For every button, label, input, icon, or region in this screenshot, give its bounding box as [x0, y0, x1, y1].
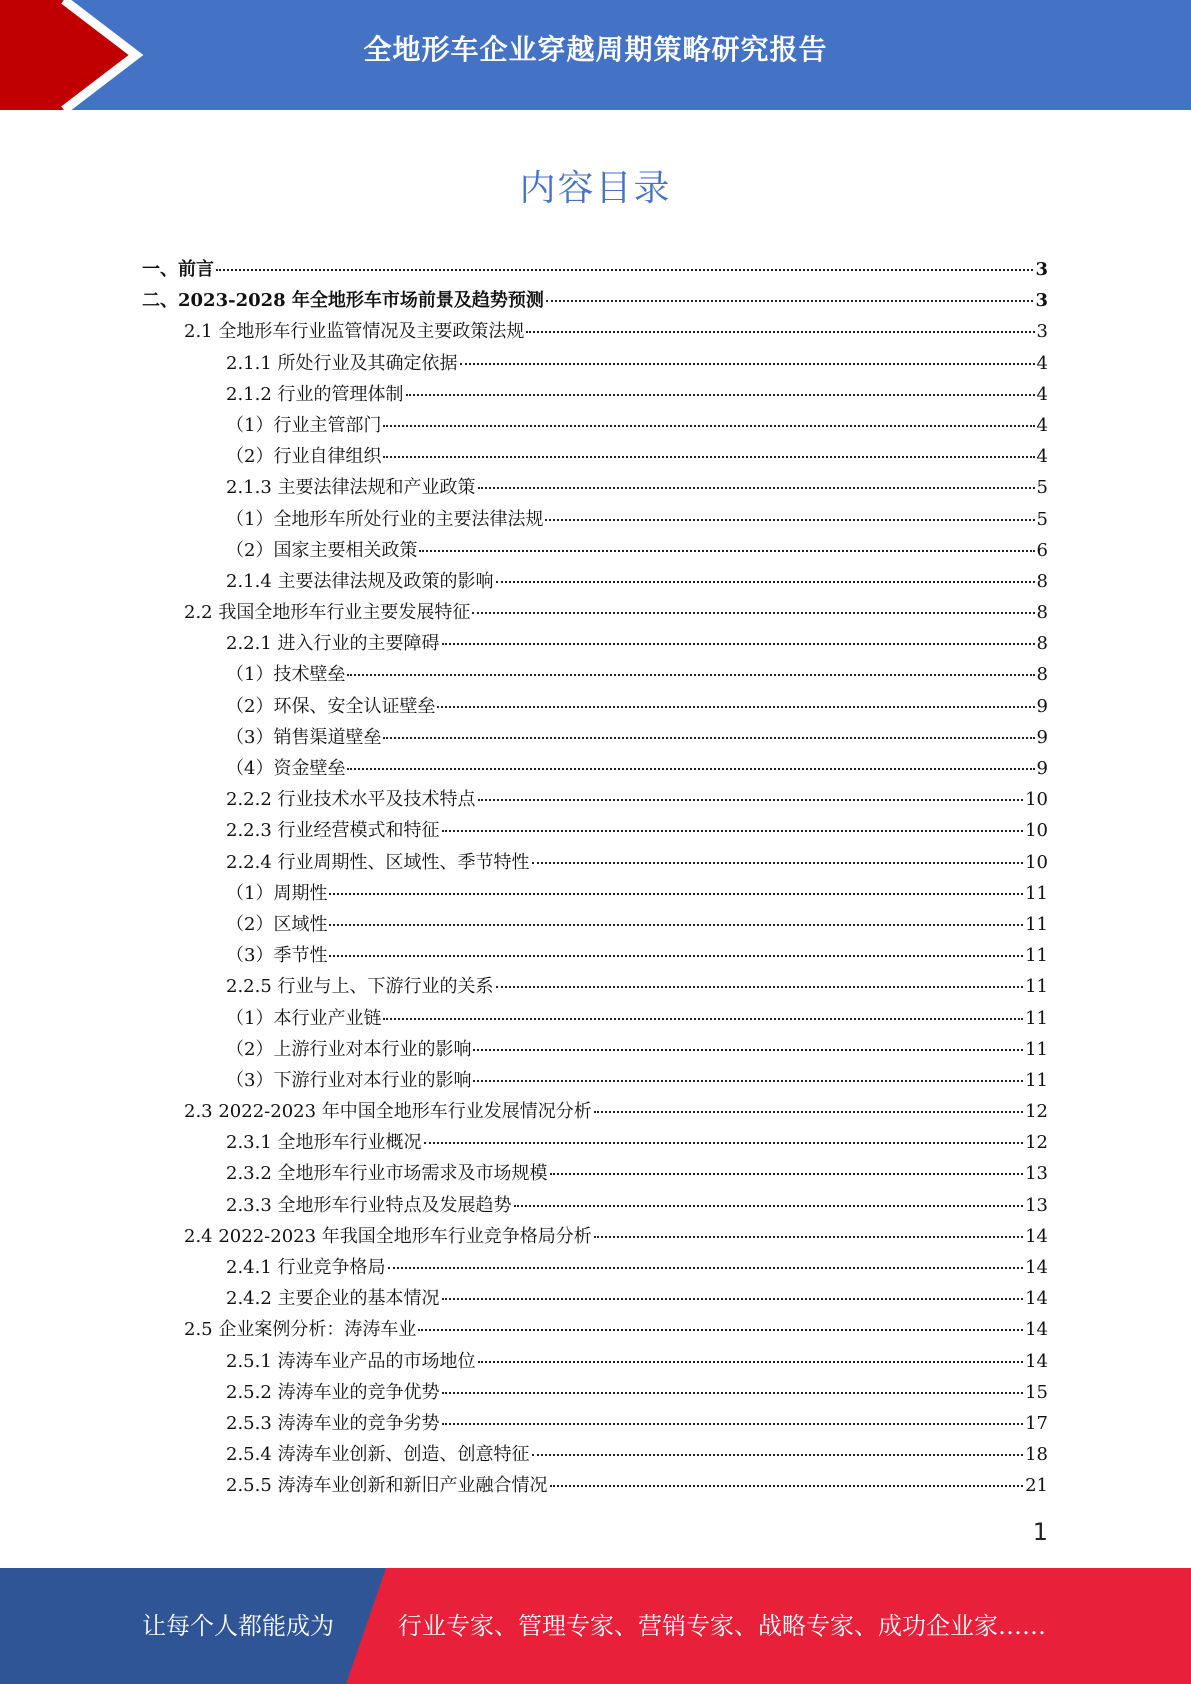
toc-entry-label: （1）全地形车所处行业的主要法律法规 [226, 508, 544, 530]
toc-entry-page: 9 [1036, 695, 1048, 717]
toc-entry-page: 3 [1035, 259, 1048, 280]
toc-entry-label: 2.1.3 主要法律法规和产业政策 [226, 477, 476, 499]
toc-entry-label: 2.5.3 涛涛车业的竞争劣势 [226, 1412, 440, 1434]
toc-entry[interactable] [142, 316, 1048, 347]
toc-entry-label: （2）环保、安全认证壁垒 [226, 695, 436, 717]
toc-entry-label: 一、前言 [142, 259, 214, 280]
toc-dot-leader [406, 394, 1035, 396]
toc-entry-label: 2.4.1 行业竞争格局 [226, 1257, 386, 1278]
toc-entry-label: （3）销售渠道壁垒 [226, 726, 382, 748]
toc-dot-leader [424, 1142, 1024, 1144]
toc-entry-label: 2.3.1 全地形车行业概况 [226, 1132, 422, 1154]
toc-entry-page: 11 [1025, 1007, 1048, 1029]
toc-entry-page: 4 [1036, 446, 1048, 468]
toc-entry-label: 2.5.5 涛涛车业创新和新旧产业融合情况 [226, 1475, 548, 1497]
toc-entry[interactable] [142, 815, 1048, 846]
toc-entry-page: 14 [1025, 1257, 1048, 1278]
toc-dot-leader [383, 456, 1034, 458]
toc-dot-leader [442, 1298, 1024, 1300]
toc-entry-page: 14 [1025, 1319, 1048, 1341]
toc-dot-leader [594, 1236, 1023, 1238]
toc-dot-leader [442, 1423, 1024, 1425]
toc-dot-leader [383, 1018, 1023, 1020]
toc-entry[interactable] [142, 1314, 1048, 1345]
toc-entry-label: （2）上游行业对本行业的影响 [226, 1038, 472, 1060]
toc-dot-leader [442, 643, 1035, 645]
toc-entry-label: 2.5.1 涛涛车业产品的市场地位 [226, 1350, 476, 1372]
toc-entry-page: 14 [1025, 1350, 1048, 1372]
toc-entry-page: 9 [1036, 758, 1048, 779]
report-title: 全地形车企业穿越周期策略研究报告 [363, 33, 828, 66]
toc-entry-label: 2.1.1 所处行业及其确定依据 [226, 352, 458, 374]
toc-entry-page: 18 [1025, 1444, 1048, 1466]
toc-entry-page: 13 [1025, 1194, 1048, 1216]
toc-entry-label: （1）本行业产业链 [226, 1007, 382, 1029]
toc-entry[interactable] [142, 504, 1048, 535]
toc-entry[interactable] [142, 1439, 1048, 1470]
toc-entry[interactable] [142, 971, 1048, 1002]
toc-dot-leader [545, 519, 1034, 521]
toc-dot-leader [329, 924, 1023, 926]
toc-entry-label: 2.5 企业案例分析：涛涛车业 [184, 1319, 417, 1341]
toc-entry[interactable] [142, 1221, 1048, 1252]
toc-entry[interactable] [142, 1158, 1048, 1189]
toc-dot-leader [473, 1049, 1023, 1051]
toc-entry[interactable] [142, 348, 1048, 379]
toc-dot-leader [478, 487, 1035, 489]
toc-entry[interactable] [142, 1065, 1048, 1096]
toc-dot-leader [347, 674, 1034, 676]
toc-entry-label: 2.2.5 行业与上、下游行业的关系 [226, 976, 494, 998]
toc-entry-label: 2.2 我国全地形车行业主要发展特征 [184, 602, 471, 624]
toc-dot-leader [329, 893, 1023, 895]
toc-entry[interactable] [142, 472, 1048, 503]
toc-entry-label: 2.2.2 行业技术水平及技术特点 [226, 789, 476, 811]
toc-entry-page: 9 [1036, 726, 1048, 748]
toc-entry[interactable] [142, 847, 1048, 878]
toc-entry-page: 11 [1025, 976, 1048, 998]
toc-dot-leader [388, 1267, 1024, 1269]
toc-dot-leader [478, 799, 1024, 801]
toc-entry-page: 3 [1036, 321, 1048, 343]
toc-dot-leader [383, 425, 1034, 427]
toc-entry[interactable] [142, 1377, 1048, 1408]
toc-entry-page: 10 [1025, 851, 1048, 873]
toc-entry[interactable] [142, 441, 1048, 472]
toc-entry-page: 3 [1035, 290, 1048, 312]
toc-dot-leader [594, 1111, 1023, 1113]
toc-entry-page: 8 [1036, 664, 1048, 686]
toc-dot-leader [437, 706, 1034, 708]
toc-entry-label: （3）季节性 [226, 945, 328, 967]
toc-entry[interactable] [142, 254, 1048, 285]
toc-dot-leader [478, 1361, 1024, 1363]
toc-entry[interactable] [142, 285, 1048, 316]
toc-entry-page: 11 [1025, 1038, 1048, 1060]
toc-entry-page: 5 [1036, 477, 1048, 499]
toc-entry-page: 8 [1036, 570, 1048, 592]
toc-entry[interactable] [142, 1470, 1048, 1501]
toc-entry-label: （1）周期性 [226, 882, 328, 904]
toc-dot-leader [550, 1485, 1024, 1487]
toc-entry-page: 4 [1036, 383, 1048, 405]
toc-dot-leader [383, 737, 1034, 739]
toc-entry[interactable] [142, 1252, 1048, 1283]
toc-dot-leader [347, 768, 1034, 770]
toc-dot-leader [329, 955, 1023, 957]
toc-entry[interactable] [142, 410, 1048, 441]
toc-entry-label: 2.1.4 主要法律法规及政策的影响 [226, 570, 494, 592]
table-of-contents [142, 254, 1048, 1502]
toc-entry-label: 2.3.2 全地形车行业市场需求及市场规模 [226, 1163, 548, 1185]
toc-entry-label: 二、2023-2028 年全地形车市场前景及趋势预测 [142, 290, 544, 312]
toc-dot-leader [532, 862, 1024, 864]
toc-dot-leader [419, 550, 1034, 552]
toc-entry-label: 2.5.2 涛涛车业的竞争优势 [226, 1381, 440, 1403]
toc-entry-page: 12 [1025, 1101, 1048, 1123]
toc-entry-page: 11 [1025, 882, 1048, 904]
toc-entry-page: 17 [1025, 1412, 1048, 1434]
toc-dot-leader [526, 331, 1034, 333]
toc-entry-page: 4 [1036, 414, 1048, 436]
toc-dot-leader [496, 581, 1035, 583]
toc-entry-page: 10 [1025, 820, 1048, 842]
toc-dot-leader [442, 1392, 1024, 1394]
toc-entry-page: 14 [1025, 1288, 1048, 1310]
toc-entry[interactable] [142, 909, 1048, 940]
toc-dot-leader [514, 1205, 1024, 1207]
toc-entry-label: 2.3.3 全地形车行业特点及发展趋势 [226, 1194, 512, 1216]
toc-entry-label: 2.2.4 行业周期性、区域性、季节特性 [226, 851, 530, 873]
toc-entry-page: 5 [1036, 508, 1048, 530]
toc-entry-page: 8 [1036, 633, 1048, 655]
toc-dot-leader [550, 1173, 1024, 1175]
toc-entry[interactable] [142, 1127, 1048, 1158]
toc-entry-label: 2.2.1 进入行业的主要障碍 [226, 633, 440, 655]
toc-entry-page: 11 [1025, 945, 1048, 967]
toc-entry[interactable] [142, 878, 1048, 909]
toc-entry[interactable] [142, 691, 1048, 722]
toc-entry-page: 6 [1036, 539, 1048, 561]
toc-dot-leader [442, 830, 1024, 832]
toc-entry[interactable] [142, 940, 1048, 971]
toc-entry-label: 2.4 2022-2023 年我国全地形车行业竞争格局分析 [184, 1225, 592, 1247]
toc-dot-leader [532, 1454, 1024, 1456]
toc-entry[interactable] [142, 628, 1048, 659]
page-number: 1 [1032, 1518, 1048, 1546]
toc-entry[interactable] [142, 566, 1048, 597]
toc-entry[interactable] [142, 784, 1048, 815]
toc-entry[interactable] [142, 1408, 1048, 1439]
toc-entry-page: 12 [1025, 1132, 1048, 1154]
toc-entry-page: 11 [1025, 913, 1048, 935]
footer-slogan-left: 让每个人都能成为 [142, 1612, 334, 1640]
toc-entry[interactable] [142, 535, 1048, 566]
toc-dot-leader [418, 1329, 1023, 1331]
toc-entry[interactable] [142, 1034, 1048, 1065]
toc-entry-label: 2.2.3 行业经营模式和特征 [226, 820, 440, 842]
toc-entry-page: 8 [1036, 602, 1048, 624]
toc-heading: 内容目录 [519, 168, 672, 209]
toc-entry[interactable] [142, 1096, 1048, 1127]
page-footer [0, 1568, 1191, 1684]
toc-dot-leader [473, 1080, 1023, 1082]
toc-entry[interactable] [142, 1346, 1048, 1377]
toc-entry-page: 15 [1025, 1381, 1048, 1403]
toc-entry[interactable] [142, 659, 1048, 690]
toc-entry-page: 4 [1036, 352, 1048, 374]
toc-entry-label: （2）行业自律组织 [226, 446, 382, 468]
toc-entry-label: 2.3 2022-2023 年中国全地形车行业发展情况分析 [184, 1101, 592, 1123]
toc-entry-page: 13 [1025, 1163, 1048, 1185]
toc-entry[interactable] [142, 1003, 1048, 1034]
toc-dot-leader [496, 986, 1024, 988]
toc-entry-label: 2.1 全地形车行业监管情况及主要政策法规 [184, 321, 525, 343]
toc-entry-page: 14 [1025, 1225, 1048, 1247]
toc-entry-label: 2.4.2 主要企业的基本情况 [226, 1288, 440, 1310]
toc-entry-label: （2）国家主要相关政策 [226, 539, 418, 561]
toc-entry[interactable] [142, 597, 1048, 628]
toc-entry-label: （4）资金壁垒 [226, 758, 346, 779]
footer-slogan-right: 行业专家、管理专家、营销专家、战略专家、成功企业家…… [398, 1612, 1046, 1640]
toc-entry-page: 10 [1025, 789, 1048, 811]
toc-entry-label: （1）技术壁垒 [226, 664, 346, 686]
toc-entry[interactable] [142, 1190, 1048, 1221]
toc-entry[interactable] [142, 722, 1048, 753]
toc-entry-label: （1）行业主管部门 [226, 414, 382, 436]
toc-entry[interactable] [142, 379, 1048, 410]
toc-entry-label: 2.5.4 涛涛车业创新、创造、创意特征 [226, 1444, 530, 1466]
toc-entry-label: 2.1.2 行业的管理体制 [226, 383, 404, 405]
toc-entry-label: （3）下游行业对本行业的影响 [226, 1069, 472, 1091]
toc-entry-page: 21 [1025, 1475, 1048, 1497]
toc-dot-leader [472, 612, 1034, 614]
toc-entry[interactable] [142, 753, 1048, 784]
toc-entry[interactable] [142, 1283, 1048, 1314]
page-header [0, 0, 1191, 110]
toc-dot-leader [216, 269, 1033, 271]
toc-dot-leader [460, 363, 1035, 365]
toc-entry-label: （2）区域性 [226, 913, 328, 935]
toc-entry-page: 11 [1025, 1069, 1048, 1091]
toc-dot-leader [546, 300, 1034, 302]
